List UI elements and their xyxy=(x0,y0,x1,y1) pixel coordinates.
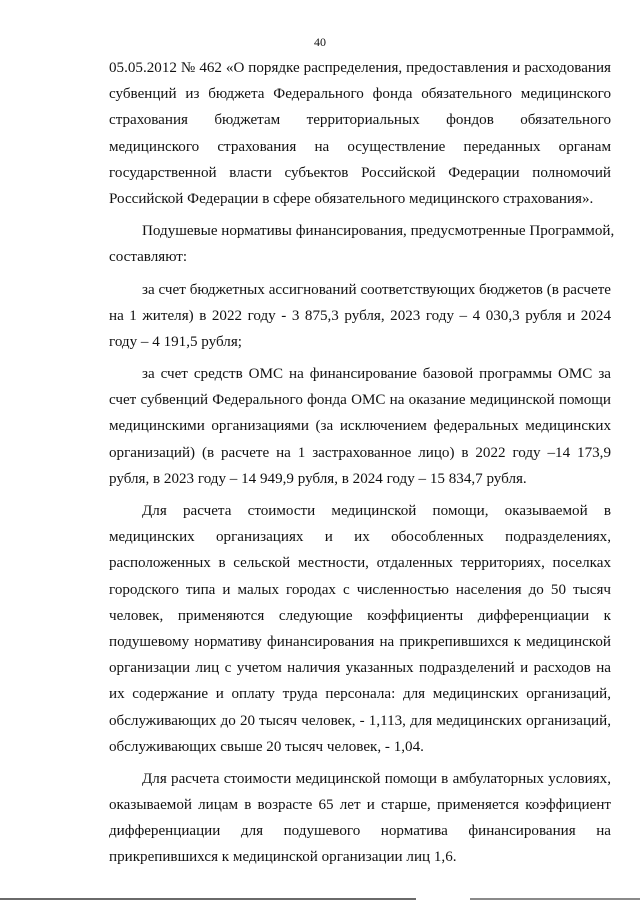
text-line: обслуживающих до 20 тысяч человек, - 1,113, для медицинских организаций, xyxy=(109,712,611,729)
paragraph-oms-funds xyxy=(109,361,611,492)
text-line: Подушевые нормативы финансирования, предусмотренные Программой, xyxy=(142,223,615,240)
text-line: медицинских организациях и их обособленных подразделениях, xyxy=(109,529,611,546)
text-line: подушевому нормативу финансирования на прикрепившихся к медицинской xyxy=(109,633,611,650)
paragraph-continuation xyxy=(109,55,611,212)
text-line: прикрепившихся к медицинской организации лиц 1,6. xyxy=(109,849,457,866)
text-line: рубля, в 2023 году – 14 949,9 рубля, в 2024 году – 15 834,7 рубля. xyxy=(109,470,527,487)
text-line: Для расчета стоимости медицинской помощи в амбулаторных условиях, xyxy=(142,770,611,787)
text-line: за счет бюджетных ассигнований соответствующих бюджетов (в расчете xyxy=(142,281,611,298)
text-line: 05.05.2012 № 462 «О порядке распределения, предоставления и расходования xyxy=(109,60,611,76)
text-line: составляют: xyxy=(109,249,188,266)
text-line: государственной власти субъектов Российской Федерации полномочий xyxy=(109,164,611,181)
text-line: их содержание и оплату труда персонала: для медицинских организаций, xyxy=(109,686,611,703)
page-number: 40 xyxy=(314,35,326,49)
document-body xyxy=(109,55,615,871)
paragraph-ambulatory-coefficient xyxy=(109,766,611,871)
text-line: Российской Федерации в сфере обязательного медицинского страхования». xyxy=(109,190,594,207)
text-line: дифференциации для подушевого норматива финансирования на xyxy=(109,823,611,840)
text-line: году – 4 191,5 рубля; xyxy=(109,333,242,350)
paragraph-per-capita-norms xyxy=(109,218,615,270)
text-line: на 1 жителя) в 2022 году - 3 875,3 рубля, 2023 году – 4 030,3 рубля и 2024 xyxy=(109,307,611,324)
paragraph-differentiation-coefficients xyxy=(109,498,611,760)
text-line: обслуживающих свыше 20 тысяч человек, - 1,04. xyxy=(109,738,424,755)
scan-edge-divider xyxy=(470,898,640,900)
text-line: субвенций из бюджета Федерального фонда обязательного медицинского xyxy=(109,86,611,103)
text-line: оказываемой лицам в возрасте 65 лет и старше, применяется коэффициент xyxy=(109,797,611,814)
text-line: организации лиц с учетом наличия указанных подразделений и расходов на xyxy=(109,660,611,677)
text-line: медицинского страхования на осуществление переданных органам xyxy=(109,138,611,155)
text-line: страхования бюджетам территориальных фондов обязательного xyxy=(109,112,611,129)
text-line: счет субвенций Федерального фонда ОМС на оказание медицинской помощи xyxy=(109,392,611,409)
text-line: Для расчета стоимости медицинской помощи, оказываемой в xyxy=(142,503,611,519)
text-line: медицинскими организациями (за исключением федеральных медицинских xyxy=(109,418,611,435)
text-line: городского типа и малых городах с численностью населения до 50 тысяч xyxy=(109,581,611,598)
text-line: за счет средств ОМС на финансирование базовой программы ОМС за xyxy=(142,366,611,383)
paragraph-budget-allocations xyxy=(109,277,611,356)
text-line: человек, применяются следующие коэффициенты дифференциации к xyxy=(109,607,611,624)
scan-edge-divider xyxy=(0,898,416,900)
text-line: расположенных в сельской местности, отдаленных территориях, поселках xyxy=(109,555,611,572)
text-line: организаций) (в расчете на 1 застрахованное лицо) в 2022 году –14 173,9 xyxy=(109,444,611,461)
